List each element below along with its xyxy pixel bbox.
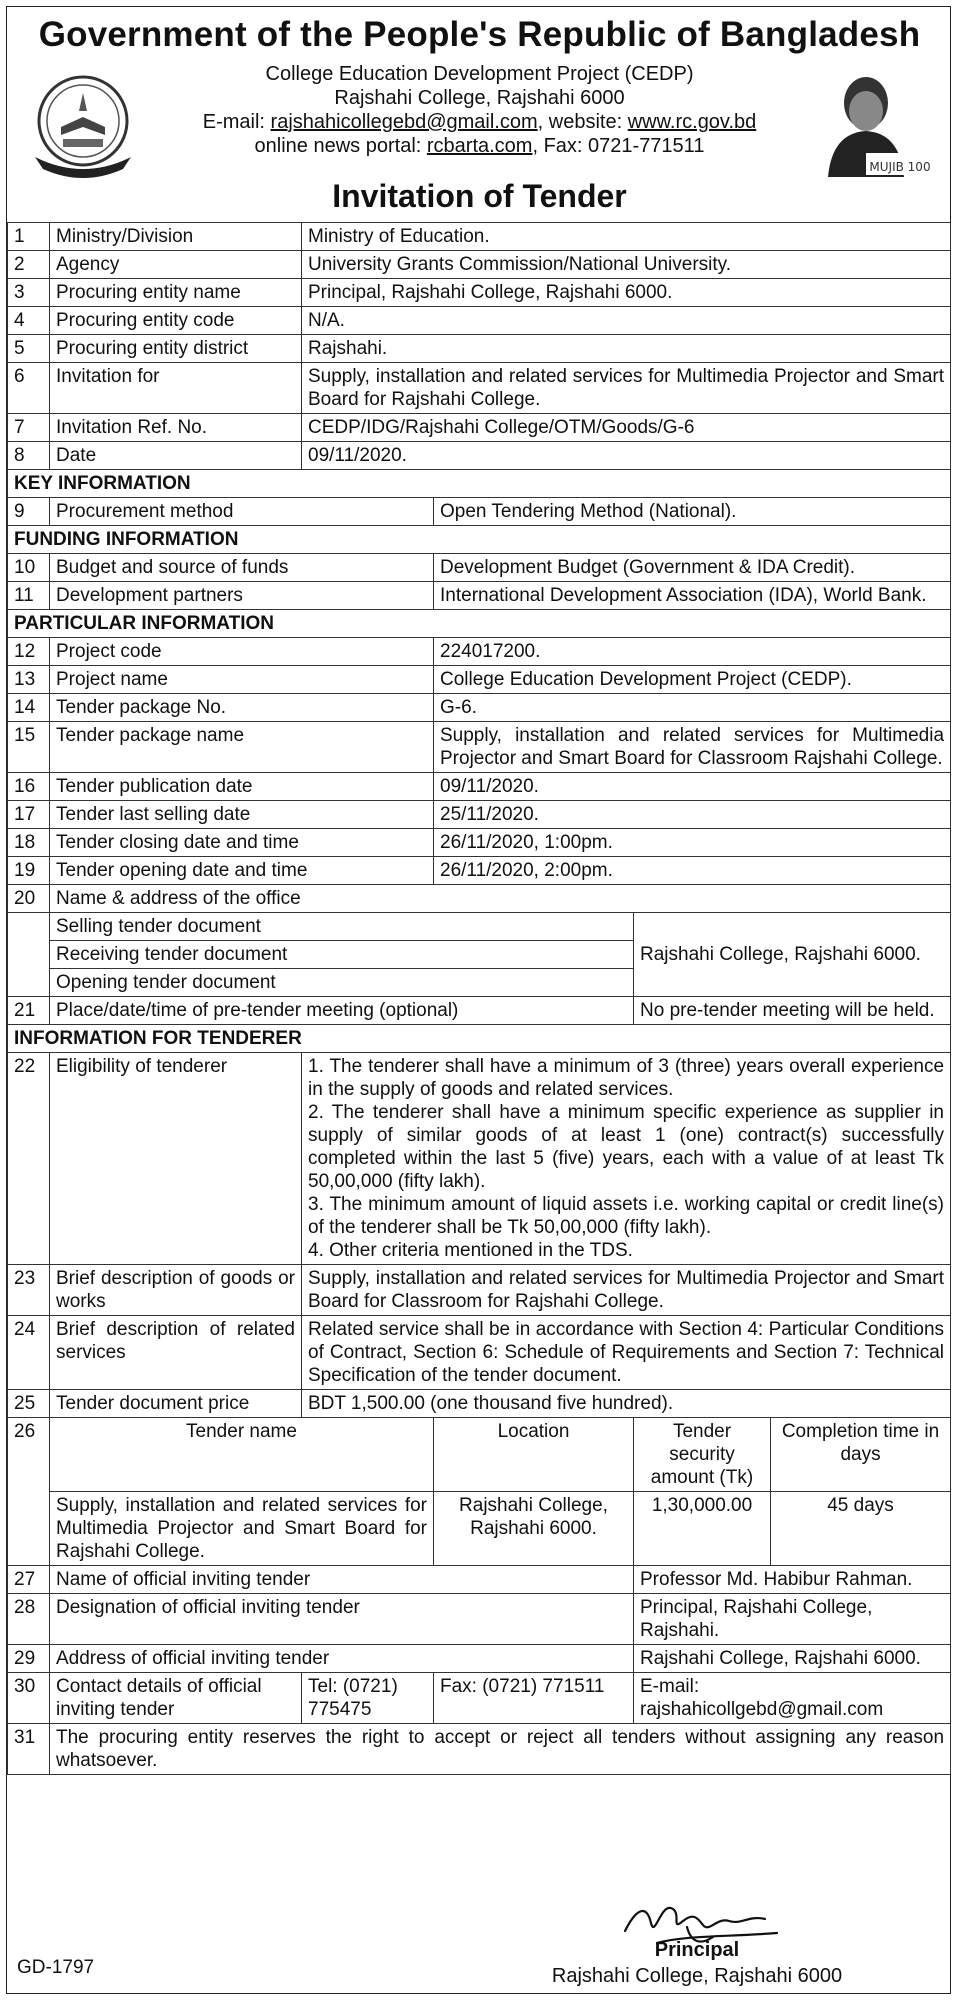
mujib-100-badge: MUJIB 100 [869, 160, 931, 174]
table-row: 16 Tender publication date 09/11/2020. [8, 773, 951, 801]
table-row: 11 Development partners International Development Association (IDA), World Bank. [8, 582, 951, 610]
table-row: 24 Brief description of related services Related service shall be in accordance with Section 4: Particular Conditions of Contract, Section 6: Schedule of Requirements and Section 7: Technical Specification of the tender document. [8, 1316, 951, 1390]
table-row: 18 Tender closing date and time 26/11/2020, 1:00pm. [8, 829, 951, 857]
table-row: 15 Tender package name Supply, installation and related services for Multimedia Projector and Smart Board for Classroom Rajshahi College. [8, 722, 951, 773]
gd-number: GD-1797 [17, 1957, 95, 1978]
section-heading-particular: PARTICULAR INFORMATION [8, 610, 951, 638]
college-emblem-logo [27, 69, 139, 181]
table-row: 21 Place/date/time of pre-tender meeting (optional) No pre-tender meeting will be held. [8, 997, 951, 1025]
section-heading-tenderer: INFORMATION FOR TENDERER [8, 1025, 951, 1053]
table-row: 20 Name & address of the office [8, 885, 951, 913]
table-row: 12 Project code 224017200. [8, 638, 951, 666]
table-row: 19 Tender opening date and time 26/11/2020, 2:00pm. [8, 857, 951, 885]
tender-schedule-row: Supply, installation and related services for Multimedia Projector and Smart Board for Rajshahi College. Rajshahi College, Rajshahi 6000. 1,30,000.00 45 days [8, 1492, 951, 1566]
table-row: 17 Tender last selling date 25/11/2020. [8, 801, 951, 829]
section-heading-key: KEY INFORMATION [8, 470, 951, 498]
table-row: 22 Eligibility of tenderer 1. The tenderer shall have a minimum of 3 (three) years overall experience in the supply of goods and related services. 2. The tenderer shall have a minimum specific experience as supplier in supply of similar goods of at least 1 (one) contract(s) successfully completed within the last 5 (five) years, each with a value of at least Tk 50,00,000 (fifty lakh). 3. The minimum amount of liquid assets i.e. working capital or credit line(s) of the tenderer shall be Tk 50,00,000 (fifty lakh). 4. Other criteria mentioned in the TDS. [8, 1053, 951, 1265]
college-address: Rajshahi College, Rajshahi 6000 [334, 87, 625, 109]
table-row: 14 Tender package No. G-6. [8, 694, 951, 722]
table-row: Opening tender document [8, 969, 951, 997]
website-link[interactable]: www.rc.gov.bd [627, 111, 757, 133]
government-title: Government of the People's Republic of Bangladesh [38, 15, 921, 54]
table-row: 27 Name of official inviting tender Professor Md. Habibur Rahman. [8, 1566, 951, 1594]
office-address: Rajshahi College, Rajshahi 6000. [634, 913, 951, 997]
table-row: 28 Designation of official inviting tender Principal, Rajshahi College, Rajshahi. [8, 1594, 951, 1645]
table-row: 1 Ministry/Division Ministry of Education. [8, 223, 951, 251]
table-row: 30 Contact details of official inviting tender Tel: (0721) 775475 Fax: (0721) 771511 E-mail: rajshahicollgebd@gmail.com [8, 1673, 951, 1724]
table-row: 13 Project name College Education Development Project (CEDP). [8, 666, 951, 694]
table-row: 23 Brief description of goods or works Supply, installation and related services for Multimedia Projector and Smart Board for Classroom for Rajshahi College. [8, 1265, 951, 1316]
table-row: Receiving tender document [8, 941, 951, 969]
table-row: 31 The procuring entity reserves the right to accept or reject all tenders without assigning any reason whatsoever. [8, 1724, 951, 1775]
table-row: 29 Address of official inviting tender Rajshahi College, Rajshahi 6000. [8, 1645, 951, 1673]
project-name: College Education Development Project (CEDP) [265, 63, 694, 85]
invitation-title: Invitation of Tender [332, 178, 627, 214]
signatory-address: Rajshahi College, Rajshahi 6000 [551, 1965, 843, 1987]
table-row: 4 Procuring entity code N/A. [8, 307, 951, 335]
table-row: Selling tender document Rajshahi College, Rajshahi 6000. [8, 913, 951, 941]
tender-notice-page [6, 6, 951, 1994]
table-row: 7 Invitation Ref. No. CEDP/IDG/Rajshahi College/OTM/Goods/G-6 [8, 414, 951, 442]
table-row: 3 Procuring entity name Principal, Rajshahi College, Rajshahi 6000. [8, 279, 951, 307]
contact-email[interactable]: E-mail: rajshahicollgebd@gmail.com [634, 1673, 951, 1724]
table-row: 10 Budget and source of funds Development Budget (Government & IDA Credit). [8, 554, 951, 582]
table-row: 25 Tender document price BDT 1,500.00 (one thousand five hundred). [8, 1390, 951, 1418]
portrait-emblem [808, 67, 938, 177]
signatory-title: Principal [654, 1939, 740, 1961]
table-row: 2 Agency University Grants Commission/National University. [8, 251, 951, 279]
section-heading-funding: FUNDING INFORMATION [8, 526, 951, 554]
eligibility-criteria: 1. The tenderer shall have a minimum of 3 (three) years overall experience in the supply of goods and related services. 2. The tenderer shall have a minimum specific experience as supplier in supply of similar goods of at least 1 (one) contract(s) successfully completed within the last 5 (five) years, each with a value of at least Tk 50,00,000 (fifty lakh). 3. The minimum amount of liquid assets i.e. working capital or credit line(s) of the tenderer shall be Tk 50,00,000 (fifty lakh). 4. Other criteria mentioned in the TDS. [302, 1053, 951, 1265]
contact-line-1: E-mail: rajshahicollegebd@gmail.com, website: www.rc.gov.bd [202, 111, 757, 133]
tender-details-table [7, 222, 951, 1775]
table-row: 5 Procuring entity district Rajshahi. [8, 335, 951, 363]
table-row: 9 Procurement method Open Tendering Method (National). [8, 498, 951, 526]
contact-line-2: online news portal: rcbarta.com, Fax: 0721-771511 [254, 135, 705, 157]
header [7, 7, 952, 215]
email-link[interactable]: rajshahicollegebd@gmail.com [270, 111, 538, 133]
portal-link[interactable]: rcbarta.com [426, 135, 533, 157]
table-row: 8 Date 09/11/2020. [8, 442, 951, 470]
tender-schedule-header: 26 Tender name Location Tender security amount (Tk) Completion time in days [8, 1418, 951, 1492]
table-row: 6 Invitation for Supply, installation and related services for Multimedia Projector and Smart Board for Rajshahi College. [8, 363, 951, 414]
